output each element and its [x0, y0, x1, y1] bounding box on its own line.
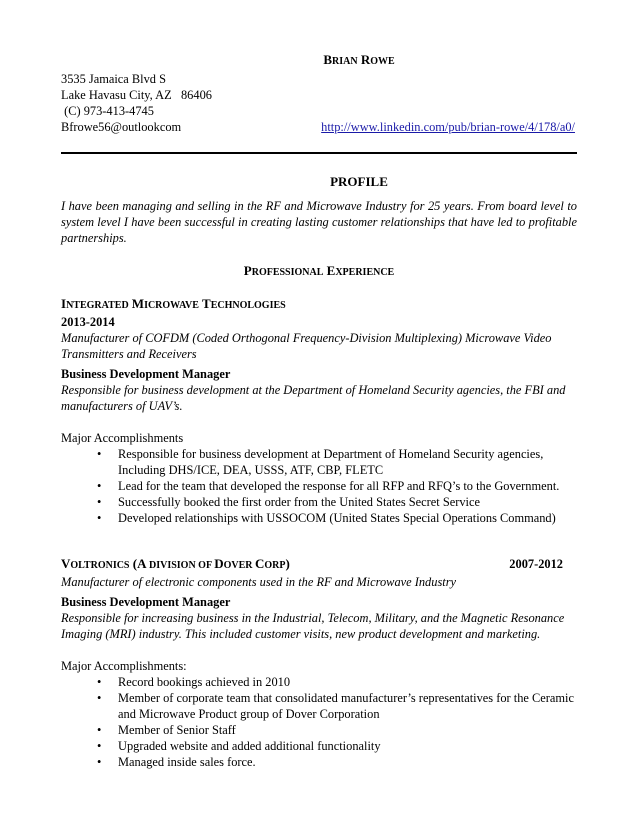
- job-responsibility-2: Responsible for increasing business in the Industrial, Telecom, Military, and the Magnetic Resonance Imaging (MRI) industry. This included customer visits, new product development and marketing.: [61, 611, 565, 641]
- phone-number: (C) 973-413-4745: [61, 104, 154, 118]
- header-divider: [61, 152, 577, 154]
- list-item: [61, 446, 577, 478]
- address-line-2: Lake Havasu City, AZ 86406: [61, 88, 212, 102]
- job-years-1: 2013-2014: [61, 315, 115, 329]
- exp-title-e-initial: E: [326, 263, 336, 278]
- company-description-1: Manufacturer of COFDM (Coded Orthogonal Frequency-Division Multiplexing) Microwave Video Transmitters and Receivers: [61, 331, 552, 361]
- job-entry-2: [61, 556, 577, 770]
- list-item-text: Managed inside sales force.: [118, 755, 256, 769]
- contact-block: [61, 71, 577, 135]
- accomplishments-label-1: Major Accomplishments: [61, 431, 184, 445]
- bullet-icon: •: [97, 479, 102, 493]
- job-years-2: 2007-2012: [509, 557, 563, 571]
- company1-w3-rest: ECHNOLOGIES: [210, 300, 286, 311]
- company2-w3-initial: D: [214, 556, 224, 571]
- exp-title-p-initial: P: [243, 263, 252, 278]
- bullet-icon: •: [97, 675, 102, 689]
- job-entry-1: [61, 296, 577, 526]
- profile-heading: PROFILE: [330, 174, 388, 189]
- linkedin-link[interactable]: http://www.linkedin.com/pub/brian-rowe/4/178/a0/: [321, 120, 575, 134]
- name-first-initial: B: [323, 52, 332, 67]
- profile-text: I have been managing and selling in the RF and Microwave Industry for 25 years. From board level to system level I have been successful in creating lasting customer relationships that have led to profitable partnerships.: [61, 199, 577, 245]
- company1-w1-initial: I: [61, 296, 67, 311]
- company2-w3-rest: OVER: [223, 560, 255, 571]
- list-item-text: Record bookings achieved in 2010: [118, 675, 291, 689]
- list-item-text: Member of Senior Staff: [118, 723, 236, 737]
- bullet-icon: •: [97, 755, 102, 769]
- list-item: [61, 722, 577, 738]
- bullet-icon: •: [97, 691, 102, 705]
- experience-heading: [61, 263, 577, 280]
- company2-w4-initial: C: [254, 556, 265, 571]
- list-item-text: Upgraded website and added additional functionality: [118, 739, 381, 753]
- candidate-name: [141, 52, 577, 68]
- bullet-icon: •: [97, 723, 102, 737]
- company2-w4-rest: ORP: [264, 560, 286, 571]
- company1-w1-rest: NTEGRATED: [66, 300, 129, 311]
- company2-w2-rest: DIVISION OF: [146, 560, 215, 571]
- name-first-rest: RIAN: [332, 56, 358, 67]
- name-last-initial: R: [360, 52, 371, 67]
- resume-content: [61, 52, 577, 770]
- email-linkedin-row: [61, 119, 577, 135]
- company2-paren-open: (: [129, 556, 138, 571]
- job-role-1: Business Development Manager: [61, 367, 231, 381]
- name-last-rest: OWE: [370, 56, 395, 67]
- job-role-2: Business Development Manager: [61, 595, 231, 609]
- accomplishments-list-1: [61, 446, 577, 526]
- job-responsibility-1: Responsible for business development at the Department of Homeland Security agencies, the FBI and manufacturers of UAV’s.: [61, 383, 566, 413]
- list-item: [61, 754, 577, 770]
- list-item: [61, 690, 577, 722]
- list-item: [61, 510, 577, 526]
- company2-w1-initial: V: [61, 556, 71, 571]
- bullet-icon: •: [97, 511, 102, 525]
- list-item: [61, 478, 577, 494]
- accomplishments-list-2: [61, 674, 577, 770]
- bullet-icon: •: [97, 447, 102, 461]
- company2-w2-initial: A: [137, 556, 147, 571]
- list-item-text: Lead for the team that developed the response for all RFP and RFQ’s to the Government.: [118, 479, 560, 493]
- list-item: [61, 738, 577, 754]
- address-line-1: 3535 Jamaica Blvd S: [61, 72, 166, 86]
- bullet-icon: •: [97, 495, 102, 509]
- company-name-2: [61, 556, 577, 574]
- accomplishments-label-2: Major Accomplishments:: [61, 659, 187, 673]
- company2-paren-close: ): [285, 556, 290, 571]
- company1-w3-initial: T: [202, 296, 211, 311]
- list-item-text: Member of corporate team that consolidated manufacturer’s representatives for the Ceramic and Microwave Product group of Dover Corporation: [118, 691, 574, 721]
- list-item-text: Developed relationships with USSOCOM (United States Special Operations Command): [118, 511, 556, 525]
- bullet-icon: •: [97, 739, 102, 753]
- list-item: [61, 674, 577, 690]
- exp-title-e-rest: XPERIENCE: [335, 267, 395, 278]
- list-item-text: Successfully booked the first order from the United States Secret Service: [118, 495, 480, 509]
- exp-title-p-rest: ROFESSIONAL: [251, 267, 324, 278]
- email-address: Bfrowe56@outlookcom: [61, 120, 182, 134]
- list-item: [61, 494, 577, 510]
- company2-w1-rest: OLTRONICS: [70, 560, 130, 571]
- list-item-text: Responsible for business development at Department of Homeland Security agencies, Including DHS/ICE, DEA, USSS, ATF, CBP, FLETC: [118, 447, 544, 477]
- company1-w2-initial: M: [131, 296, 145, 311]
- company1-w2-rest: ICROWAVE: [144, 300, 199, 311]
- company-description-2: Manufacturer of electronic components used in the RF and Microwave Industry: [61, 575, 457, 589]
- company-name-1: [61, 296, 577, 314]
